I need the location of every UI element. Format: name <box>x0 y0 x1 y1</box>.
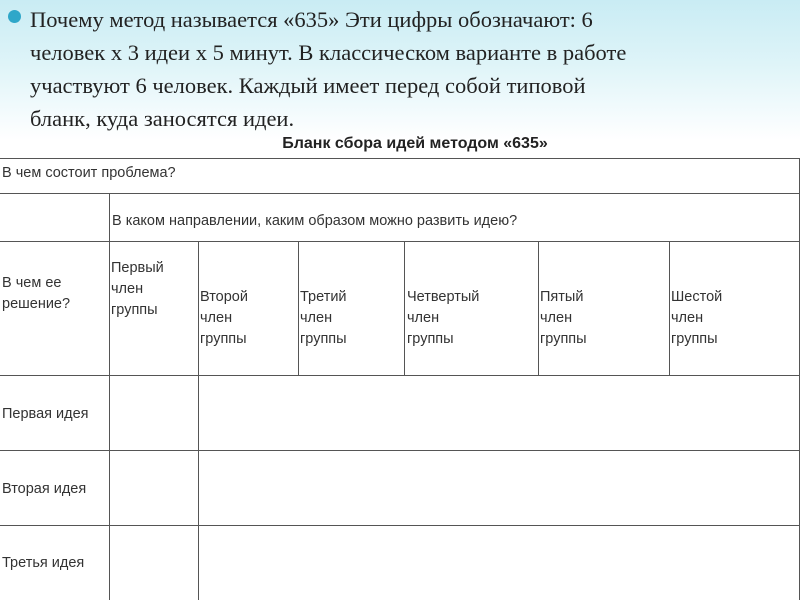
table-line <box>109 193 110 600</box>
form-title: Бланк сбора идей методом «635» <box>282 135 548 152</box>
member-label-line: Пятый <box>540 289 584 305</box>
member-label-line: группы <box>300 331 347 347</box>
member-label-line: Четвертый <box>407 289 480 305</box>
member-label-line: группы <box>200 331 247 347</box>
member-label-line: группы <box>540 331 587 347</box>
member-4-label <box>407 287 479 350</box>
table-line <box>0 193 800 194</box>
member-label-line: Первый <box>111 260 164 276</box>
solution-label-line: решение? <box>2 296 71 312</box>
idea-2-label: Вторая идея <box>2 481 87 497</box>
member-5-label <box>540 287 587 350</box>
member-label-line: Второй <box>200 289 248 305</box>
member-label-line: группы <box>111 302 158 318</box>
idea-3-label: Третья идея <box>2 555 85 571</box>
table-line <box>669 241 670 375</box>
table-border-top <box>0 158 800 159</box>
idea-form-table <box>0 158 800 600</box>
table-line <box>0 525 800 526</box>
table-line <box>0 241 800 242</box>
paragraph-line: бланк, куда заносятся идеи. <box>30 106 295 131</box>
member-2-label <box>200 287 248 350</box>
table-line <box>538 241 539 375</box>
member-label-line: Третий <box>300 289 347 305</box>
paragraph-line: участвуют 6 человек. Каждый имеет перед собой типовой <box>30 73 586 98</box>
member-label-line: группы <box>671 331 718 347</box>
table-line <box>404 241 405 375</box>
member-1-label <box>111 258 164 321</box>
solution-label <box>2 273 70 315</box>
direction-label: В каком направлении, каким образом можно развить идею? <box>112 213 518 229</box>
member-label-line: член <box>540 310 573 326</box>
member-label-line: группы <box>407 331 454 347</box>
table-line <box>198 241 199 600</box>
member-label-line: член <box>300 310 333 326</box>
member-label-line: член <box>407 310 440 326</box>
problem-label: В чем состоит проблема? <box>2 165 176 181</box>
paragraph-line: человек х 3 идеи х 5 минут. В классическом варианте в работе <box>30 40 627 65</box>
solution-label-line: В чем ее <box>2 275 62 291</box>
member-label-line: член <box>671 310 704 326</box>
member-label-line: Шестой <box>671 289 723 305</box>
member-6-label <box>671 287 722 350</box>
table-line <box>298 241 299 375</box>
member-label-line: член <box>111 281 144 297</box>
idea-1-label: Первая идея <box>2 406 89 422</box>
member-3-label <box>300 287 347 350</box>
table-line <box>0 375 800 376</box>
bullet-point <box>8 10 21 23</box>
member-label-line: член <box>200 310 233 326</box>
table-line <box>0 450 800 451</box>
paragraph-line: Почему метод называется «635» Эти цифры обозначают: 6 <box>30 7 593 32</box>
intro-paragraph <box>30 3 792 135</box>
